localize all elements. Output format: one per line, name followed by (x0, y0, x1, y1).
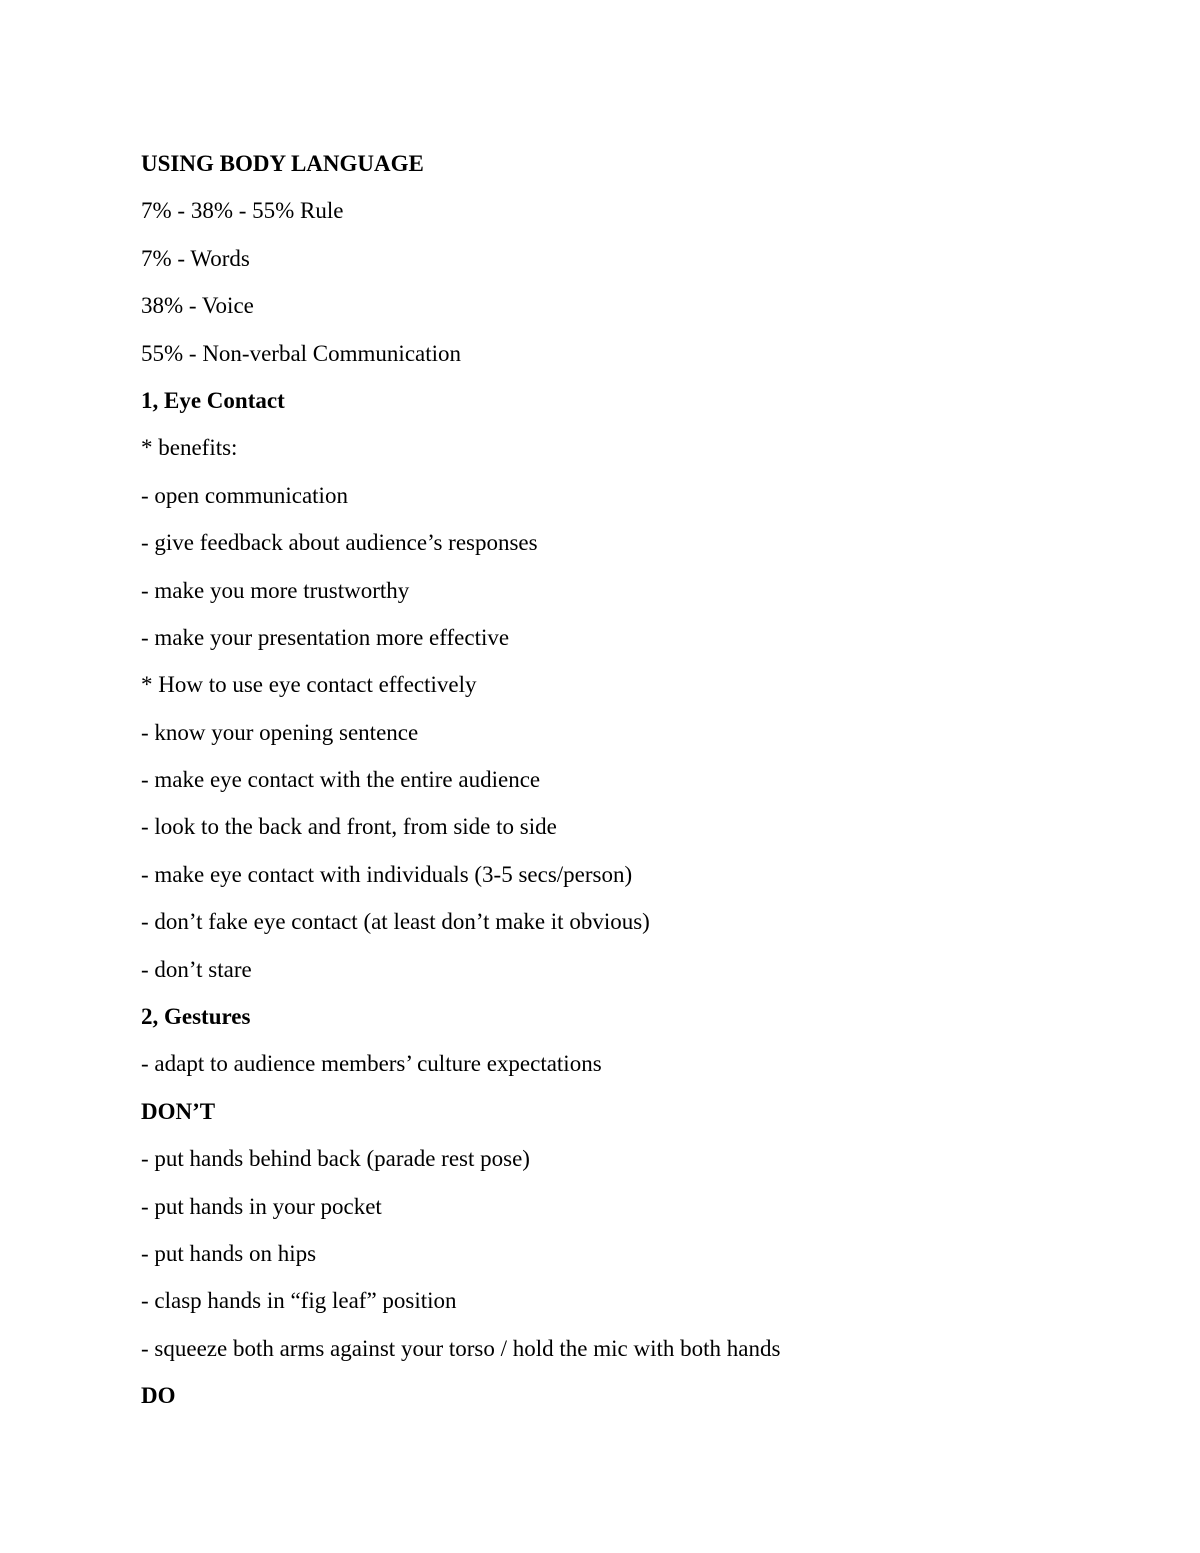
list-item: - make eye contact with the entire audience (141, 767, 541, 793)
dont-label: DON’T (141, 1098, 216, 1124)
gestures-intro: - adapt to audience members’ culture expectations (141, 1051, 602, 1077)
list-item: - make your presentation more effective (141, 624, 510, 650)
rule-item-words: 7% - Words (141, 245, 250, 271)
rule-heading: 7% - 38% - 55% Rule (141, 198, 344, 224)
list-item: - make you more trustworthy (141, 577, 410, 603)
list-item: - squeeze both arms against your torso / hold the mic with both hands (141, 1335, 781, 1361)
rule-item-nonverbal: 55% - Non-verbal Communication (141, 340, 462, 366)
list-item: - put hands in your pocket (141, 1193, 382, 1219)
list-item: - look to the back and front, from side to side (141, 814, 557, 840)
document-title: USING BODY LANGUAGE (141, 151, 424, 176)
howto-label: * How to use eye contact effectively (141, 672, 477, 698)
list-item: - put hands on hips (141, 1240, 317, 1266)
section-heading-gestures: 2, Gestures (141, 1004, 251, 1030)
list-item: - don’t stare (141, 956, 252, 982)
list-item: - clasp hands in “fig leaf” position (141, 1288, 457, 1314)
rule-item-voice: 38% - Voice (141, 293, 254, 319)
do-label: DO (141, 1383, 176, 1409)
list-item: - don’t fake eye contact (at least don’t make it obvious) (141, 909, 650, 935)
list-item: - open communication (141, 482, 348, 508)
list-item: - make eye contact with individuals (3-5 secs/person) (141, 861, 633, 887)
benefits-label: * benefits: (141, 435, 238, 461)
list-item: - give feedback about audience’s responses (141, 530, 538, 556)
section-heading-eye-contact: 1, Eye Contact (141, 387, 285, 413)
document-body (141, 140, 1141, 1420)
list-item: - put hands behind back (parade rest pose) (141, 1146, 530, 1172)
list-item: - know your opening sentence (141, 719, 419, 745)
